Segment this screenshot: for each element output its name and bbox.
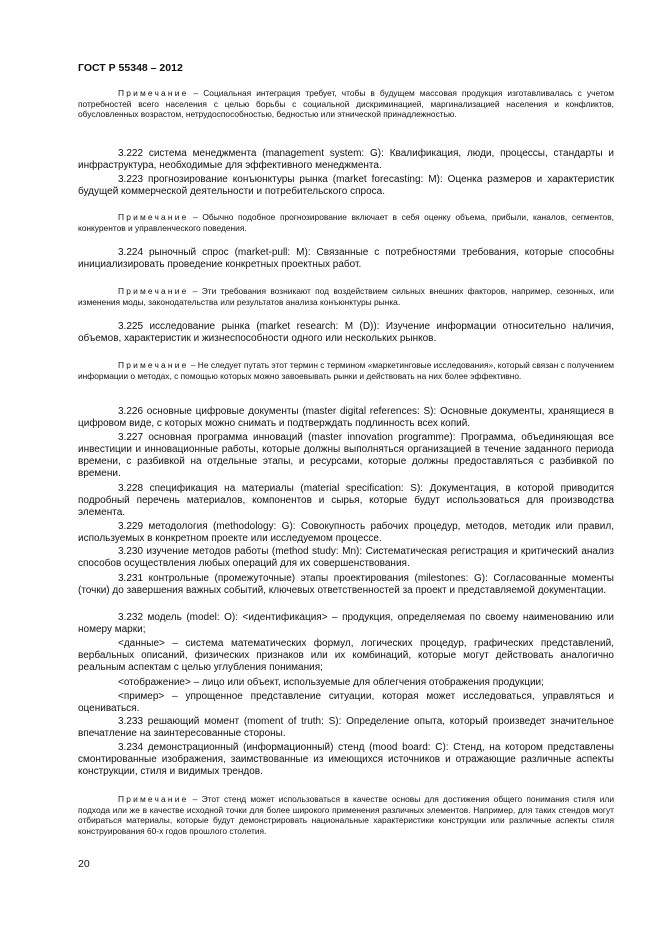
note-2 bbox=[78, 212, 614, 233]
term-3-232-data: <данные> – система математических формул, логических процедур, графических представлений, вербальных описаний, физических признаков или их комбинаций, которые могут действовать аналогично реальным аспектам с целью углубления понимания; bbox=[78, 638, 614, 673]
term-3-230: 3.230 изучение методов работы (method study: Mn): Систематическая регистрация и критический анализ способов осуществления любых операций для их совершенствования. bbox=[78, 546, 614, 569]
note-text: – Эти требования возникают под воздействием сильных внешних факторов, например, сезонных, или изменения моды, законодательства или результатов анализа конъюнктуры рынка. bbox=[78, 286, 614, 307]
term-3-225: 3.225 исследование рынка (market research: M (D)): Изучение информации относительно наличия, объемов, характеристик и жизнеспособности одного или нескольких рынков. bbox=[78, 321, 614, 344]
term-3-233: 3.233 решающий момент (moment of truth: S): Определение опыта, который произведет значительное впечатление на заинтересованные стороны. bbox=[78, 716, 614, 739]
note-text: – Этот стенд может использоваться в качестве основы для достижения общего понимания стиля или подхода или же в качестве исходной точки для более широкого применения различных элементов. Например, для таких стендов могут отбираться материалы, которые будут демонстрировать национальные характеристики конструкции или различные аспекты стиля конструирования 60-х годов прошлого столетия. bbox=[78, 794, 614, 836]
term-3-222: 3.222 система менеджмента (management system: G): Квалификация, люди, процессы, стандарты и инфраструктура, необходимые для эффективного менеджмента. bbox=[78, 148, 614, 171]
note-1 bbox=[78, 88, 614, 120]
note-label: Примечание bbox=[118, 212, 189, 222]
note-label: Примечание bbox=[118, 360, 189, 370]
term-3-224: 3.224 рыночный спрос (market-pull: M): Связанные с потребностями требования, которые способны инициализировать проведение конкретных проектных работ. bbox=[78, 247, 614, 270]
note-5 bbox=[78, 794, 614, 836]
note-label: Примечание bbox=[118, 88, 189, 98]
note-3 bbox=[78, 286, 614, 307]
page-number: 20 bbox=[78, 858, 90, 870]
note-text: – Обычно подобное прогнозирование включает в себя оценку объема, прибыли, каналов, сегментов, конкурентов и управленческого поведения. bbox=[78, 212, 614, 233]
note-text: – Не следует путать этот термин с термином «маркетинговые исследования», который связан с получением информации о методах, с помощью которых можно завоевывать рынки и действовать на них более эффективно. bbox=[78, 360, 614, 381]
note-label: Примечание bbox=[118, 794, 189, 804]
term-3-228: 3.228 спецификация на материалы (material specification: S): Документация, в которой приводится подробный перечень материалов, компонентов и сырья, которые будут использоваться для производства элемента. bbox=[78, 483, 614, 518]
term-3-229: 3.229 методология (methodology: G): Совокупность рабочих процедур, методов, методик или правил, используемых в конкретном проекте или исследуемом процессе. bbox=[78, 521, 614, 544]
term-3-232-display: <отображение> – лицо или объект, используемые для облегчения отображения продукции; bbox=[118, 677, 544, 688]
term-3-234: 3.234 демонстрационный (информационный) стенд (mood board: C): Стенд, на котором представлены смонтированные изображения, заимствованные из имеющихся источников и отражающие различные аспекты конструкции, стиля и видимых трендов. bbox=[78, 742, 614, 777]
term-3-231: 3.231 контрольные (промежуточные) этапы проектирования (milestones: G): Согласованные моменты (точки) до завершения важных событий, ключевых ответственностей за проект и представляемой документации. bbox=[78, 573, 614, 596]
term-3-226: 3.226 основные цифровые документы (master digital references: S): Основные документы, хранящиеся в цифровом виде, с которых можно снимать и подтверждать подлинность всех копий. bbox=[78, 406, 614, 429]
note-4 bbox=[78, 360, 614, 381]
term-3-232-example: <пример> – упрощенное представление ситуации, которая может исследоваться, управляться и оцениваться. bbox=[78, 691, 614, 714]
term-3-232: 3.232 модель (model: O): <идентификация> – продукция, определяемая по своему наименованию или номеру марки; bbox=[78, 612, 614, 635]
document-header: ГОСТ Р 55348 – 2012 bbox=[78, 62, 183, 74]
note-text: – Социальная интеграция требует, чтобы в будущем массовая продукция изготавливалась с учетом потребностей всего населения с целью борьбы с социальной дискриминацией, маргинализацией населения и конфликтов, обусловленных возрастом, нетрудоспособностью, бедностью или этнической принадлежностью. bbox=[78, 88, 614, 120]
term-3-227: 3.227 основная программа инноваций (master innovation programme): Программа, объединяющая все инвестиции и инновационные работы, которые должны выполняться организацией в течение заданного периода времени, с разбивкой на отдельные этапы, и ресурсами, которые должны предоставляться с разбивкой по времени. bbox=[78, 432, 614, 479]
note-label: Примечание bbox=[118, 286, 189, 296]
term-3-223: 3.223 прогнозирование конъюнктуры рынка (market forecasting: M): Оценка размеров и характеристик будущей коммерческой деятельности и потребительского спроса. bbox=[78, 174, 614, 197]
